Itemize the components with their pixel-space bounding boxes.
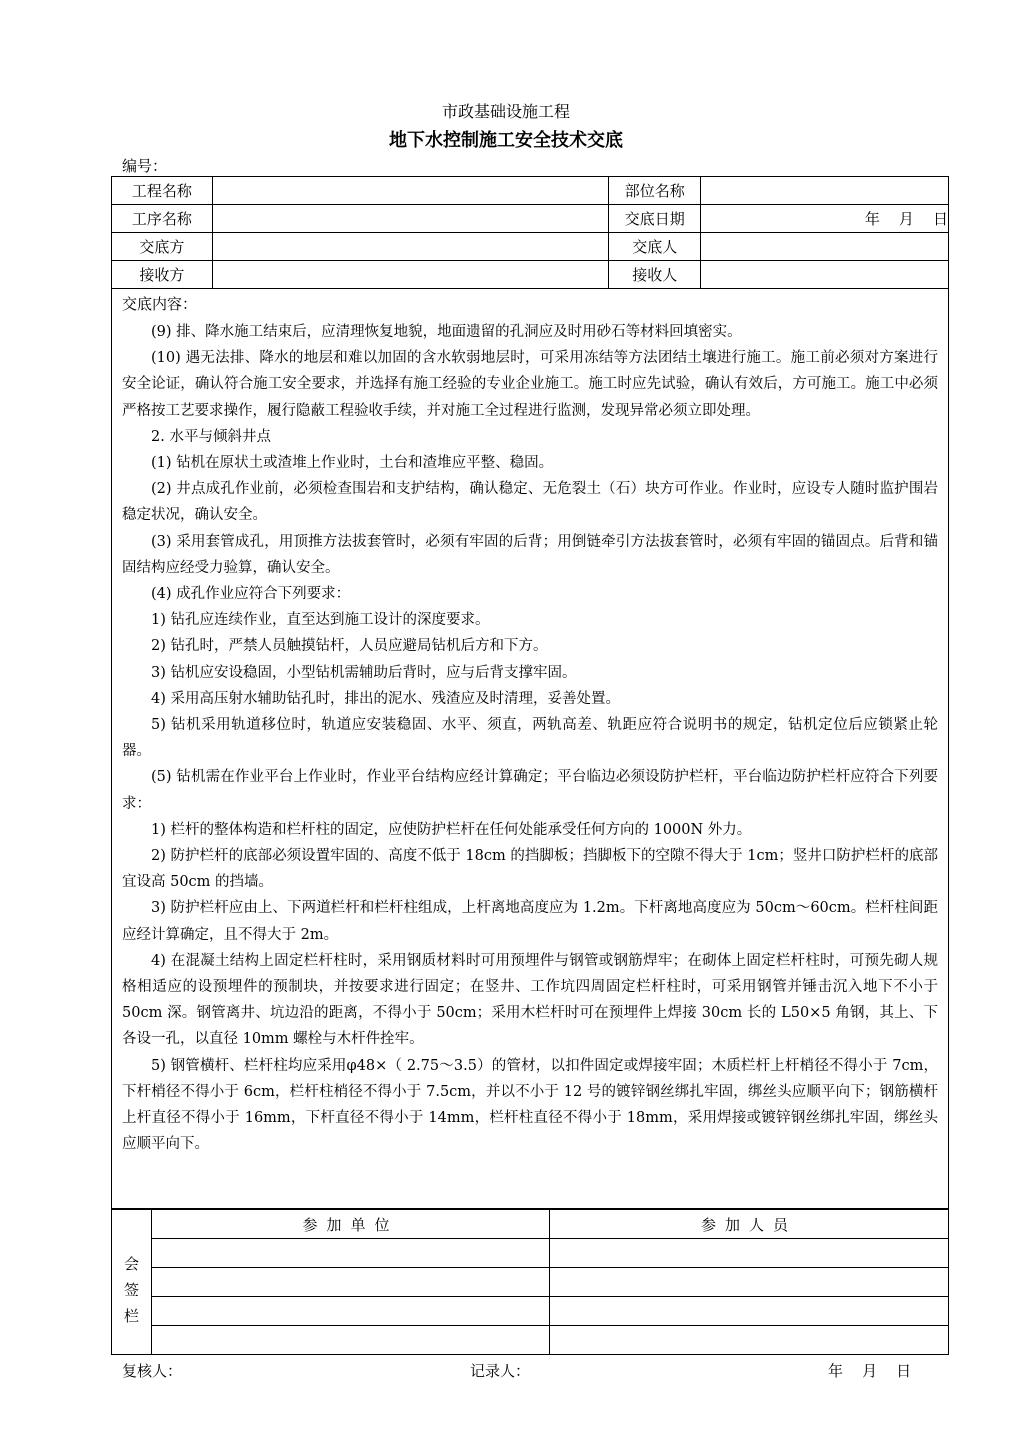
person-cell[interactable] bbox=[549, 1239, 948, 1268]
receiver-person-field[interactable] bbox=[701, 261, 949, 289]
receiver-label: 接收方 bbox=[112, 261, 213, 289]
location-label: 部位名称 bbox=[609, 177, 701, 205]
location-field[interactable] bbox=[701, 177, 949, 205]
project-name-label: 工程名称 bbox=[112, 177, 213, 205]
content-paragraph: (2) 井点成孔作业前，必须检查围岩和支护结构，确认稳定、无危裂土（石）块方可作业。作业时，应设专人随时监护围岩稳定状况，确认安全。 bbox=[122, 481, 938, 524]
signoff-side-char: 会 bbox=[123, 1255, 139, 1273]
info-row-giver bbox=[112, 233, 949, 261]
date-field[interactable]: 年 月 日 bbox=[701, 205, 949, 233]
signoff-row bbox=[112, 1268, 949, 1297]
person-cell[interactable] bbox=[549, 1297, 948, 1326]
info-row-process bbox=[112, 205, 949, 233]
content-paragraph: 1) 钻孔应连续作业，直至达到施工设计的深度要求。 bbox=[151, 612, 490, 629]
participant-person-header: 参加人员 bbox=[549, 1210, 948, 1239]
content-paragraph: (3) 采用套管成孔，用顶推方法拔套管时，必须有牢固的后背；用倒链牵引方法拔套管时，必须有牢固的锚固点。后背和锚固结构应经受力验算，确认安全。 bbox=[122, 533, 938, 576]
content-paragraph: 1) 栏杆的整体构造和栏杆柱的固定，应使防护栏杆在任何处能承受任何方向的 1000N 外力。 bbox=[151, 821, 752, 838]
project-name-field[interactable] bbox=[212, 177, 608, 205]
info-table bbox=[111, 176, 949, 289]
process-label: 工序名称 bbox=[112, 205, 213, 233]
content-paragraph: (10) 遇无法排、降水的地层和难以加固的含水软弱地层时，可采用冻结等方法团结土壤进行施工。施工前必须对方案进行安全论证，确认符合施工安全要求，并选择有施工经验的专业企业施工。施工时应先试验，确认有效后，方可施工。施工中必须严格按工艺要求操作，履行隐蔽工程验收手续，并对施工全过程进行监测，发现异常必须立即处理。 bbox=[122, 350, 938, 419]
content-paragraph: 2) 防护栏杆的底部必须设置牢固的、高度不低于 18cm 的挡脚板；挡脚板下的空隙不得大于 1cm；竖井口防护栏杆的底部宜设高 50cm 的挡墙。 bbox=[122, 848, 938, 891]
content-paragraph: 4) 采用高压射水辅助钻孔时，排出的泥水、残渣应及时清理，妥善处置。 bbox=[151, 690, 620, 707]
date-label: 交底日期 bbox=[609, 205, 701, 233]
content-label: 交底内容： bbox=[122, 295, 198, 313]
giver-label: 交底方 bbox=[112, 233, 213, 261]
footer-date: 年 月 日 bbox=[828, 1362, 912, 1380]
participant-unit-header: 参加单位 bbox=[151, 1210, 549, 1239]
receiver-person-label: 接收人 bbox=[609, 261, 701, 289]
unit-cell[interactable] bbox=[151, 1297, 549, 1326]
content-paragraph: 3) 防护栏杆应由上、下两道栏杆和栏杆柱组成，上杆离地高度应为 1.2m。下杆离地高度应为 50cm～60cm。栏杆柱间距应经计算确定，且不得大于 2m。 bbox=[122, 900, 938, 943]
unit-cell[interactable] bbox=[151, 1268, 549, 1297]
document-number-label: 编号： bbox=[122, 157, 168, 175]
signoff-side-label bbox=[112, 1210, 152, 1355]
signoff-header-row bbox=[112, 1210, 949, 1239]
content-paragraph: 2) 钻孔时，严禁人员触摸钻杆，人员应避局钻机后方和下方。 bbox=[151, 638, 548, 655]
person-cell[interactable] bbox=[549, 1326, 948, 1355]
content-paragraph: (4) 成孔作业应符合下列要求： bbox=[151, 586, 351, 603]
content-paragraph: (5) 钻机需在作业平台上作业时，作业平台结构应经计算确定；平台临边必须设防护栏杆，平台临边防护栏杆应符合下列要求： bbox=[122, 769, 938, 812]
signoff-side-char: 栏 bbox=[123, 1307, 139, 1325]
document-supertitle: 市政基础设施工程 bbox=[441, 102, 570, 121]
content-paragraph: 3) 钻机应安设稳固，小型钻机需辅助后背时，应与后背支撑牢固。 bbox=[151, 664, 577, 681]
signoff-row bbox=[112, 1297, 949, 1326]
content-paragraph: (1) 钻机在原状土或渣堆上作业时，土台和渣堆应平整、稳固。 bbox=[151, 455, 554, 472]
content-paragraph: 2. 水平与倾斜井点 bbox=[151, 428, 271, 445]
signoff-table bbox=[111, 1209, 949, 1355]
unit-cell[interactable] bbox=[151, 1239, 549, 1268]
signoff-side-char: 签 bbox=[123, 1281, 139, 1299]
content-section bbox=[111, 289, 949, 1209]
document-title: 地下水控制施工安全技术交底 bbox=[389, 130, 623, 151]
unit-cell[interactable] bbox=[151, 1326, 549, 1355]
signoff-row bbox=[112, 1239, 949, 1268]
giver-person-field[interactable] bbox=[701, 233, 949, 261]
content-paragraph: (9) 排、降水施工结束后，应清理恢复地貌，地面遗留的孔洞应及时用砂石等材料回填密实。 bbox=[151, 324, 742, 340]
receiver-field[interactable] bbox=[212, 261, 608, 289]
content-paragraph: 5) 钢管横杆、栏杆柱均应采用φ48×（ 2.75～3.5）的管材，以扣件固定或焊接牢固；木质栏杆上杆梢径不得小于 7cm，下杆梢径不得小于 6cm，栏杆柱梢径不得小于 7.5cm，并以不小于 12 号的镀锌钢丝绑扎牢固，绑丝头应顺平向下；钢筋横杆上杆直径不得小于 16mm，下杆直径不得小于 14mm，栏杆柱直径不得小于 18mm，采用焊接或镀锌钢丝绑扎牢固，绑丝头应顺平向下。 bbox=[122, 1057, 938, 1153]
giver-person-label: 交底人 bbox=[609, 233, 701, 261]
reviewer-label: 复核人： bbox=[122, 1362, 183, 1380]
signoff-row bbox=[112, 1326, 949, 1355]
info-row-project bbox=[112, 177, 949, 205]
recorder-label: 记录人： bbox=[470, 1362, 531, 1380]
person-cell[interactable] bbox=[549, 1268, 948, 1297]
process-field[interactable] bbox=[212, 205, 608, 233]
content-paragraph: 4) 在混凝土结构上固定栏杆柱时，采用钢质材料时可用预埋件与钢管或钢筋焊牢；在砌体上固定栏杆柱时，可预先砌人规格相适应的设预埋件的预制块，并按要求进行固定；在竖井、工作坑四周固定栏杆柱时，可采用钢管并锤击沉入地下不小于 50cm 深。钢管离井、坑边沿的距离，不得小于 50cm；采用木栏杆时可在预埋件上焊接 30cm 长的 L50×5 角钢，其上、下各设一孔，以直径 10mm 螺栓与木杆件拴牢。 bbox=[122, 952, 938, 1048]
info-row-receiver bbox=[112, 261, 949, 289]
content-paragraph: 5) 钻机采用轨道移位时，轨道应安装稳固、水平、须直，两轨高差、轨距应符合说明书的规定，钻机定位后应锁紧止轮器。 bbox=[122, 717, 938, 760]
giver-field[interactable] bbox=[212, 233, 608, 261]
content-paragraphs bbox=[122, 319, 938, 1158]
